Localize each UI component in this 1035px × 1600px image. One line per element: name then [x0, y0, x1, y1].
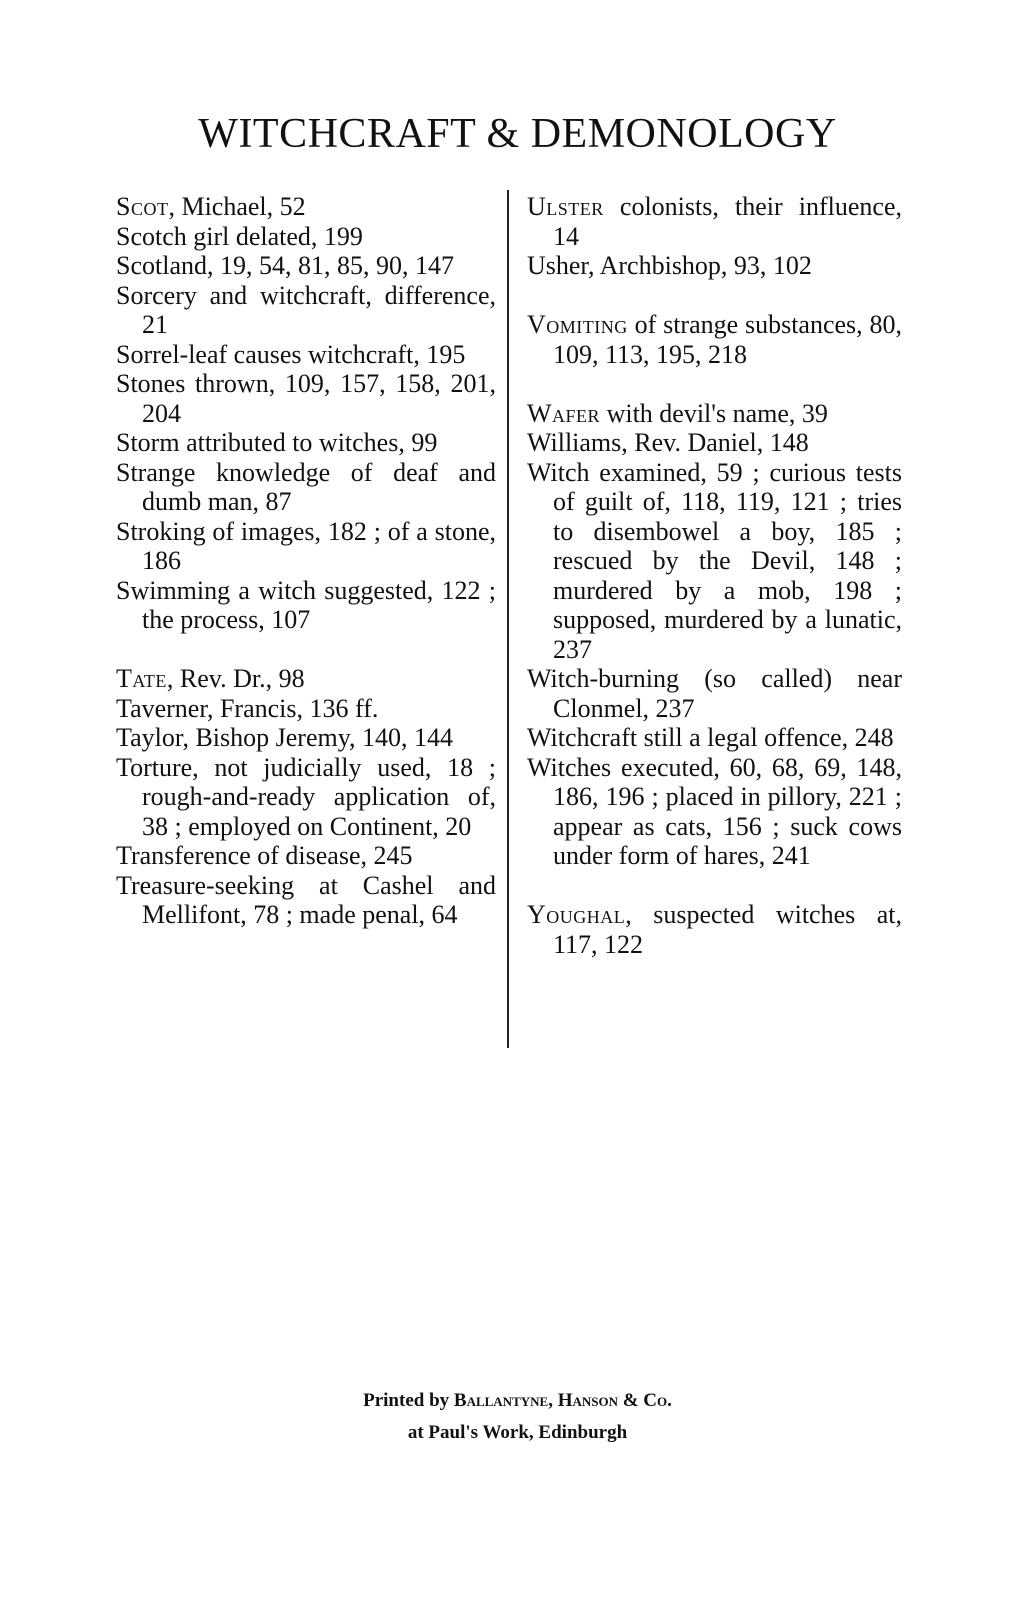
- index-entry-text: Witch examined, 59 ; curious tests of guilt of, 118, 119, 121 ; tries to disembowel a boy, 185 ; rescued by the Devil, 148 ; murdered by a mob, 198 ; supposed, murdered by a lunatic, 237: [527, 457, 902, 664]
- page-title: WITCHCRAFT & DEMONOLOGY: [198, 111, 837, 157]
- index-entry: [116, 841, 496, 871]
- index-entry: [116, 428, 496, 458]
- index-entry-head: Scot: [116, 192, 169, 221]
- index-entry: [527, 753, 902, 871]
- index-entry-head: Youghal: [527, 900, 626, 929]
- index-entry-text: Sorrel-leaf causes witchcraft, 195: [116, 339, 466, 369]
- index-entry-text: Taverner, Francis, 136 ff.: [116, 693, 379, 723]
- index-entry: [527, 458, 902, 665]
- imprint-line-1: [0, 1385, 1035, 1417]
- index-entry: [116, 281, 496, 340]
- imprint-printed-by: Printed by: [363, 1390, 450, 1411]
- index-entry-text: , Michael, 52: [168, 192, 306, 221]
- index-entry-text: Storm attributed to witches, 99: [116, 428, 438, 457]
- index-entry-text: Usher, Archbishop, 93, 102: [527, 251, 812, 280]
- index-entry: [116, 369, 496, 428]
- index-entry: [116, 576, 496, 635]
- index-entry-text: Strange knowledge of deaf and dumb man, 87: [116, 457, 496, 516]
- index-entry-head: Wafer: [527, 398, 601, 428]
- index-entry-text: Witches executed, 60, 68, 69, 148, 186, 196 ; placed in pillory, 221 ; appear as cats, 156 ; suck cows under form of hares, 241: [527, 752, 902, 870]
- index-entry-text: Scotch girl delated, 199: [116, 221, 363, 251]
- index-entry: [527, 723, 902, 753]
- index-entry-text: Swimming a witch suggested, 122 ; the process, 107: [116, 575, 496, 634]
- index-entry-text: Williams, Rev. Daniel, 148: [527, 428, 809, 457]
- index-entry-text: Witchcraft still a legal offence, 248: [527, 723, 894, 752]
- index-entry: [527, 664, 902, 723]
- index-entry-head: Ulster: [527, 192, 604, 221]
- index-entry-text: Treasure-seeking at Cashel and Mellifont, 78 ; made penal, 64: [116, 870, 496, 929]
- index-entry: [116, 192, 496, 222]
- index-entry: [116, 723, 496, 753]
- index-entry: [116, 664, 496, 694]
- index-entry: [116, 251, 496, 281]
- index-entry-text: Stroking of images, 182 ; of a stone, 186: [116, 516, 496, 575]
- index-entry-text: , suspected witches at, 117, 122: [553, 900, 902, 959]
- index-column-right: [527, 192, 902, 959]
- index-entry-text: of strange substances, 80, 109, 113, 195, 218: [553, 310, 902, 369]
- index-entry-text: colonists, their influence, 14: [553, 192, 902, 251]
- index-entry-text: Transference of disease, 245: [116, 841, 413, 870]
- imprint-printer: Ballantyne, Hanson & Co.: [453, 1390, 672, 1411]
- index-entry: [116, 871, 496, 930]
- index-entry: [527, 251, 902, 281]
- index-entry-text: with devil's name, 39: [600, 398, 828, 428]
- index-entry: [116, 694, 496, 724]
- index-entry-head: Vomiting: [527, 310, 628, 339]
- index-entry-text: Torture, not judicially used, 18 ; rough-and-ready application of, 38 ; employed on Continent, 20: [116, 752, 496, 841]
- index-entry: [527, 310, 902, 369]
- index-column-left: [116, 192, 496, 930]
- index-entry-text: Taylor, Bishop Jeremy, 140, 144: [116, 723, 454, 752]
- index-entry-head: Tate: [116, 664, 167, 693]
- imprint-location: at Paul's Work, Edinburgh: [407, 1422, 628, 1443]
- index-entry-text: Witch-burning (so called) near Clonmel, 237: [527, 664, 902, 723]
- index-entry: [527, 900, 902, 959]
- index-entry: [116, 340, 496, 370]
- column-divider: [507, 190, 509, 1048]
- printer-imprint: [0, 1385, 1035, 1449]
- index-entry: [527, 399, 902, 429]
- index-entry-text: , Rev. Dr., 98: [166, 664, 305, 693]
- index-entry-text: Sorcery and witchcraft, difference, 21: [116, 280, 496, 339]
- index-entry-text: Stones thrown, 109, 157, 158, 201, 204: [116, 369, 496, 428]
- index-entry: [527, 192, 902, 251]
- index-entry: [116, 753, 496, 842]
- index-entry: [116, 458, 496, 517]
- index-entry-text: Scotland, 19, 54, 81, 85, 90, 147: [116, 251, 454, 280]
- index-entry: [116, 222, 496, 252]
- index-entry: [116, 517, 496, 576]
- index-entry: [527, 428, 902, 458]
